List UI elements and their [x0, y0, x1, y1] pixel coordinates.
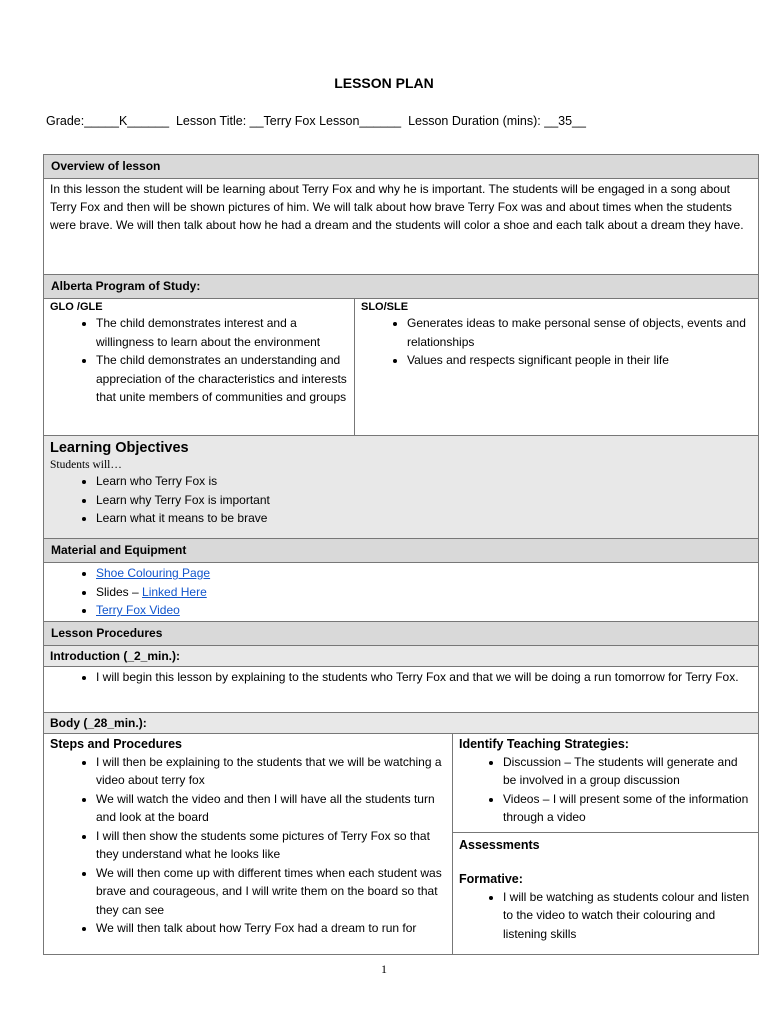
formative-list — [459, 888, 752, 944]
glo-list — [50, 314, 348, 407]
steps-list — [50, 753, 446, 938]
lesson-plan-table — [43, 154, 759, 955]
overview-heading: Overview of lesson — [44, 155, 759, 179]
list-item: • I will then show the students some pictures of Terry Fox so that they understand what he looks like — [96, 827, 446, 864]
list-item: • I will begin this lesson by explaining to the students who Terry Fox and that we will be doing a run tomorrow for Terry Fox. — [96, 668, 752, 687]
intro-list — [50, 668, 752, 687]
list-item — [96, 601, 752, 620]
grade-field: Grade:_____K______ — [46, 114, 170, 128]
assessments-heading: Assessments — [459, 837, 540, 852]
glo-heading: GLO /GLE — [50, 301, 103, 313]
list-item: • I will be watching as students colour and listen to the video to watch their colouring and listening skills — [503, 888, 752, 944]
list-item: • Values and respects significant people in their life — [407, 351, 752, 370]
terry-fox-video-link[interactable]: Terry Fox Video — [96, 603, 180, 617]
procedures-heading: Lesson Procedures — [44, 621, 759, 645]
strategies-heading: Identify Teaching Strategies: — [459, 736, 629, 751]
overview-text: In this lesson the student will be learning about Terry Fox and why he is important. The students will be engaged in a song about Terry Fox and then will be shown pictures of him. We will talk about how brave Terry Fox was and about times when the students were brave. We will then talk about how he had a dream and the students will color a shoe and each talk about a dream they have. — [44, 179, 759, 275]
list-item: • We will then come up with different times when each student was brave and courageous, and I will write them on the board so that they can see — [96, 864, 446, 920]
steps-cell — [44, 733, 453, 954]
formative-heading: Formative: — [459, 871, 523, 886]
objectives-intro: Students will… — [50, 459, 122, 471]
slo-cell — [355, 299, 759, 436]
slides-link[interactable]: Linked Here — [142, 584, 207, 599]
materials-list — [50, 564, 752, 620]
objectives-heading: Learning Objectives — [50, 440, 189, 456]
list-item: • Generates ideas to make personal sense of objects, events and relationships — [407, 314, 752, 351]
lesson-title-field: Lesson Title: __Terry Fox Lesson______ — [175, 114, 402, 128]
list-item: • Learn who Terry Fox is — [96, 472, 752, 491]
body-heading: Body (_28_min.): — [44, 712, 759, 733]
glo-cell — [44, 299, 355, 436]
list-item: • Learn why Terry Fox is important — [96, 491, 752, 510]
materials-heading: Material and Equipment — [44, 539, 759, 563]
list-item: • We will then talk about how Terry Fox had a dream to run for — [96, 919, 446, 938]
intro-cell — [44, 666, 759, 712]
list-item — [96, 583, 752, 602]
assessments-cell — [453, 832, 759, 954]
list-item — [96, 564, 752, 583]
list-item: • I will then be explaining to the students that we will be watching a video about terry fox — [96, 753, 446, 790]
slo-heading: SLO/SLE — [361, 301, 409, 313]
document-title: LESSON PLAN — [334, 75, 434, 91]
page-number: 1 — [381, 962, 387, 976]
duration-field: Lesson Duration (mins): __35__ — [408, 114, 586, 128]
materials-cell — [44, 563, 759, 622]
list-item: • Discussion – The students will generate and be involved in a group discussion — [503, 753, 752, 790]
list-item: • The child demonstrates interest and a willingness to learn about the environment — [96, 314, 348, 351]
list-item: • We will watch the video and then I will have all the students turn and look at the board — [96, 790, 446, 827]
list-item: • The child demonstrates an understanding and appreciation of the characteristics and interests that unite members of communities and groups — [96, 351, 348, 407]
lesson-meta — [46, 114, 586, 128]
intro-heading: Introduction (_2_min.): — [44, 645, 759, 666]
strategies-list — [459, 753, 752, 827]
objectives-cell — [44, 436, 759, 539]
steps-heading: Steps and Procedures — [50, 736, 182, 751]
list-item: • Learn what it means to be brave — [96, 509, 752, 528]
strategies-cell — [453, 733, 759, 832]
slides-label: Slides – — [96, 584, 143, 599]
list-item: • Videos – I will present some of the information through a video — [503, 790, 752, 827]
slo-list — [361, 314, 752, 370]
program-heading: Alberta Program of Study: — [44, 275, 759, 299]
objectives-list — [50, 472, 752, 528]
shoe-colouring-link[interactable]: Shoe Colouring Page — [96, 566, 211, 580]
